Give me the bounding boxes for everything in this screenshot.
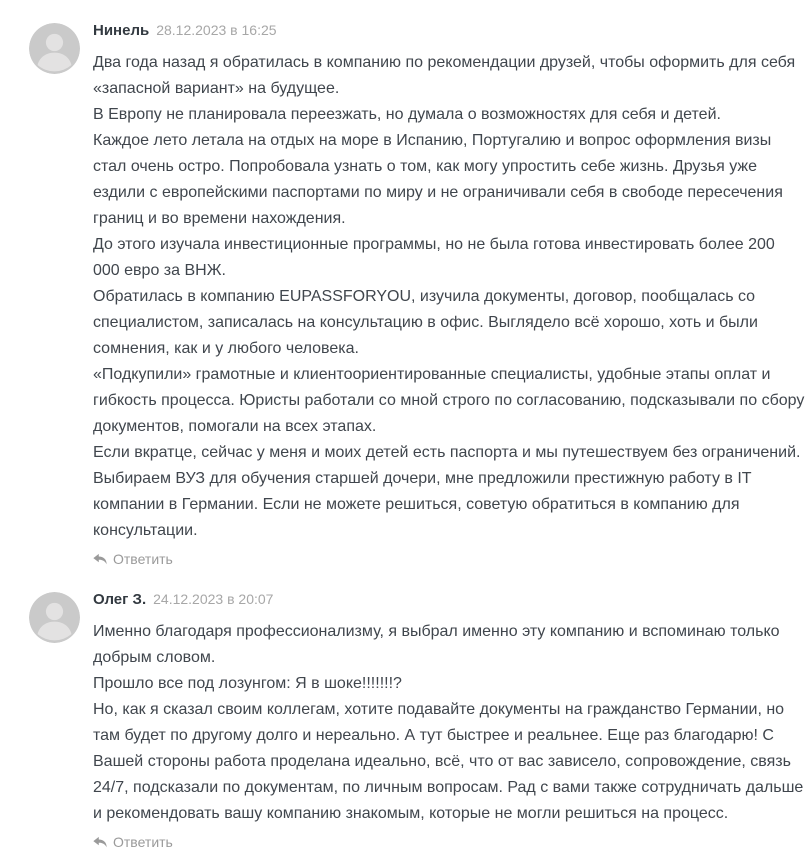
comment-date: 28.12.2023 в 16:25 — [156, 22, 277, 38]
reply-row — [93, 832, 805, 852]
reply-row — [93, 549, 805, 569]
reply-label: Ответить — [113, 551, 173, 567]
reply-label: Ответить — [113, 834, 173, 850]
comment-2 — [0, 590, 807, 852]
comment-author: Нинель — [93, 22, 150, 39]
comment-1 — [0, 21, 807, 569]
reply-button[interactable] — [93, 834, 173, 850]
avatar — [29, 23, 80, 74]
reply-arrow-icon — [93, 553, 107, 566]
comment-date: 24.12.2023 в 20:07 — [153, 591, 274, 607]
comment-text: Именно благодаря профессионализму, я выбрал именно эту компанию и вспоминаю только добрым словом. Прошло все под лозунгом: Я в шоке!!!!!!!? Но, как я сказал своим коллегам, хотите подавайте документы на гражданство Германии, но там будет по другому долго и нереально. А тут быстрее и реальнее. Еще раз благодарю! С Вашей стороны работа проделана идеально, всё, что от вас зависело, сопровождение, связь 24/7, подсказали по документам, по личным вопросам. Рад с вами также сотрудничать дальше и рекомендовать вашу компанию знакомым, которые не могли решиться на процесс. — [93, 623, 804, 822]
reply-arrow-icon — [93, 836, 107, 849]
comment-header — [93, 590, 805, 609]
reply-button[interactable] — [93, 551, 173, 567]
person-icon — [29, 23, 80, 74]
avatar — [29, 592, 80, 643]
person-icon — [29, 592, 80, 643]
comment-text: Два года назад я обратилась в компанию по рекомендации друзей, чтобы оформить для себя «запасной вариант» на будущее. В Европу не планировала переезжать, но думала о возможностях для себя и детей. Каждое лето летала на отдых на море в Испанию, Португалию и вопрос оформления визы стал очень остро. Попробовала узнать о том, как могу упростить себе жизнь. Друзья уже ездили с европейскими паспортами по миру и не ограничивали себя в свободе пересечения границ и во времени нахождения. До этого изучала инвестиционные программы, но не была готова инвестировать более 200 000 евро за ВНЖ. Обратилась в компанию EUPASSFORYOU, изучила документы, договор, пообщалась со специалистом, записалась на консультацию в офис. Выглядело всё хорошо, хоть и были сомнения, как и у любого человека. «Подкупили» грамотные и клиентоориентированные специалисты, удобные этапы оплат и гибкость процесса. Юристы работали со мной строго по согласованию, подсказывали по сбору документов, помогали на всех этапах. Если вкратце, сейчас у меня и моих детей есть паспорта и мы путешествуем без ограничений. Выбираем ВУЗ для обучения старшей дочери, мне предложили престижную работу в IT компании в Германии. Если не можете решиться, советую обратиться в компанию для консультации. — [93, 54, 805, 539]
comment-header — [93, 21, 805, 40]
comment-author: Олег З. — [93, 591, 147, 608]
